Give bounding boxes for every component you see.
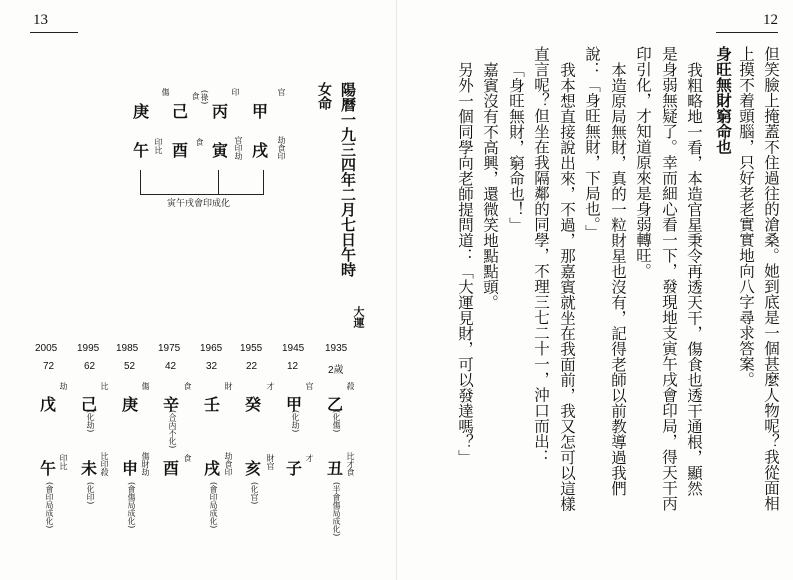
luck-branch-char: 亥 — [245, 459, 262, 478]
branch-hidden: 食 — [195, 138, 204, 146]
luck-stem-god: 官 — [305, 382, 314, 390]
luck-branch-note: (半會傷局成化) — [332, 482, 341, 537]
luck-year: 2005 — [35, 343, 58, 354]
text-column: 我本想直接說出來，不過，那嘉賓就坐在我面前，我又怎可以這樣 — [558, 62, 576, 512]
stem-char: 庚 — [133, 102, 150, 121]
luck-branch-hidden: 比印殺 — [100, 452, 109, 476]
luck-age: 32 — [206, 361, 218, 372]
luck-branch-note: (會傷局成化) — [127, 482, 136, 529]
luck-stem-char: 辛 — [163, 395, 180, 414]
luck-branch-char: 未 — [81, 459, 98, 478]
branch-hidden: 官印劫 — [234, 136, 243, 160]
stem-god: 官 — [277, 88, 286, 96]
combo-bracket-tick — [218, 170, 219, 194]
section-heading: 身旺無財窮命也 — [714, 46, 733, 155]
luck-year: 1945 — [282, 343, 305, 354]
stem-note: 食 — [191, 92, 200, 100]
left-header-rule — [30, 32, 78, 33]
luck-branch-char: 子 — [286, 459, 303, 478]
luck-age: 62 — [84, 361, 96, 372]
text-column: 是身弱無疑了。幸而細心看一下，發現地支寅午戌會印局，得天干丙 — [660, 46, 678, 511]
luck-stem-god: 財 — [224, 382, 233, 390]
luck-stem-char: 戊 — [40, 395, 57, 414]
left-page-number: 13 — [33, 12, 48, 28]
text-column: 「身旺無財，窮命也！」 — [507, 62, 525, 233]
luck-branch-char: 丑 — [327, 459, 344, 478]
stem-char: 己 — [172, 102, 189, 121]
luck-branch-hidden: 傷財劫 — [141, 452, 150, 476]
branch-char: 午 — [133, 141, 150, 160]
luck-age: 72 — [43, 361, 55, 372]
right-page-number: 12 — [763, 12, 778, 28]
luck-stem-god: 劫 — [59, 382, 68, 390]
luck-branch-hidden: 財官 — [266, 454, 275, 470]
text-column: 上摸不着頭腦，只好老老實實地向八字尋求答案。 — [737, 46, 755, 387]
branch-char: 酉 — [172, 141, 189, 160]
luck-year: 1975 — [158, 343, 181, 354]
luck-year: 1955 — [240, 343, 263, 354]
luck-branch-note: (會印局成化) — [45, 482, 54, 529]
luck-branch-char: 午 — [40, 459, 57, 478]
stem-god: 印 — [231, 88, 240, 96]
chart-subtitle: 女命 — [316, 82, 332, 110]
luck-year: 1995 — [77, 343, 100, 354]
combo-note: 寅午戌會印成化 — [167, 199, 231, 209]
luck-stem-char: 甲 — [286, 395, 303, 414]
luck-stem-god: 才 — [266, 382, 275, 390]
text-column: 本造原局無財，真的一粒財星也沒有，記得老師以前教導過我們 — [609, 62, 627, 496]
branch-hidden: 印比 — [154, 138, 163, 154]
text-column: 說：「身旺無財，下局也。」 — [583, 46, 601, 240]
branch-hidden: 劫食印 — [277, 136, 286, 160]
luck-branch-hidden: 劫食印 — [224, 452, 233, 476]
text-column: 我粗略地一看，本造官星秉令再透天干，傷食也透干通根，顯然 — [685, 62, 703, 496]
luck-branch-char: 酉 — [163, 459, 180, 478]
luck-stem-note: (化劫) — [86, 410, 95, 433]
stem-char: 甲 — [252, 102, 269, 121]
luck-branch-hidden: 印比 — [59, 454, 68, 470]
branch-char: 戌 — [252, 141, 269, 160]
text-column: 但笑臉上掩蓋不住過往的滄桑。她到底是一個甚麼人物呢？我從面相 — [762, 46, 780, 511]
luck-branch-hidden: 比才食 — [346, 452, 355, 476]
luck-stem-char: 乙 — [327, 395, 344, 414]
luck-branch-note: (化官) — [250, 482, 259, 505]
luck-label: 大運 — [352, 306, 365, 328]
branch-char: 寅 — [212, 141, 229, 160]
right-header-rule — [716, 32, 778, 33]
luck-stem-god: 傷 — [141, 382, 150, 390]
luck-year: 1935 — [325, 343, 348, 354]
luck-year: 1965 — [200, 343, 223, 354]
combo-bracket — [140, 170, 264, 195]
luck-stem-god: 殺 — [346, 382, 355, 390]
stem-god: 傷 — [161, 88, 170, 96]
luck-stem-god: 食 — [183, 382, 192, 390]
luck-branch-hidden: 食 — [183, 454, 192, 462]
luck-age: 12 — [287, 361, 299, 372]
luck-stem-note: (化劫) — [291, 410, 300, 433]
luck-age: 22 — [246, 361, 258, 372]
luck-stem-char: 癸 — [245, 395, 262, 414]
luck-branch-char: 戌 — [204, 459, 221, 478]
text-column: 印引化，才知道原來是身弱轉旺。 — [634, 46, 652, 279]
luck-branch-note: (化印) — [86, 482, 95, 505]
text-column: 直言呢？但坐在我隔鄰的同學，不理三七二十一，沖口而出： — [532, 46, 550, 465]
stem-char: 丙 — [212, 102, 229, 121]
luck-stem-char: 庚 — [122, 395, 139, 414]
stem-god: (祿) — [200, 90, 209, 105]
luck-year: 1985 — [116, 343, 139, 354]
luck-branch-char: 申 — [122, 459, 139, 478]
luck-branch-hidden: 才 — [305, 454, 314, 462]
luck-age: 42 — [165, 361, 177, 372]
page-fold — [396, 0, 397, 580]
luck-age: 52 — [124, 361, 136, 372]
text-column: 嘉賓沒有不高興，還微笑地點點頭。 — [481, 62, 499, 310]
text-column: 另外一個同學向老師提問道：「大運見財，可以發達嗎？」 — [456, 62, 474, 465]
luck-stem-char: 壬 — [204, 395, 221, 414]
luck-stem-god: 比 — [100, 382, 109, 390]
luck-branch-note: (會印局成化) — [209, 482, 218, 529]
luck-stem-note: (化傷) — [332, 410, 341, 433]
luck-age: 2歲 — [328, 365, 344, 376]
luck-stem-char: 己 — [81, 395, 98, 414]
chart-title: 陽曆一九三四年二月七日午時 — [339, 82, 357, 277]
luck-stem-note: (合丙不化) — [168, 410, 177, 449]
